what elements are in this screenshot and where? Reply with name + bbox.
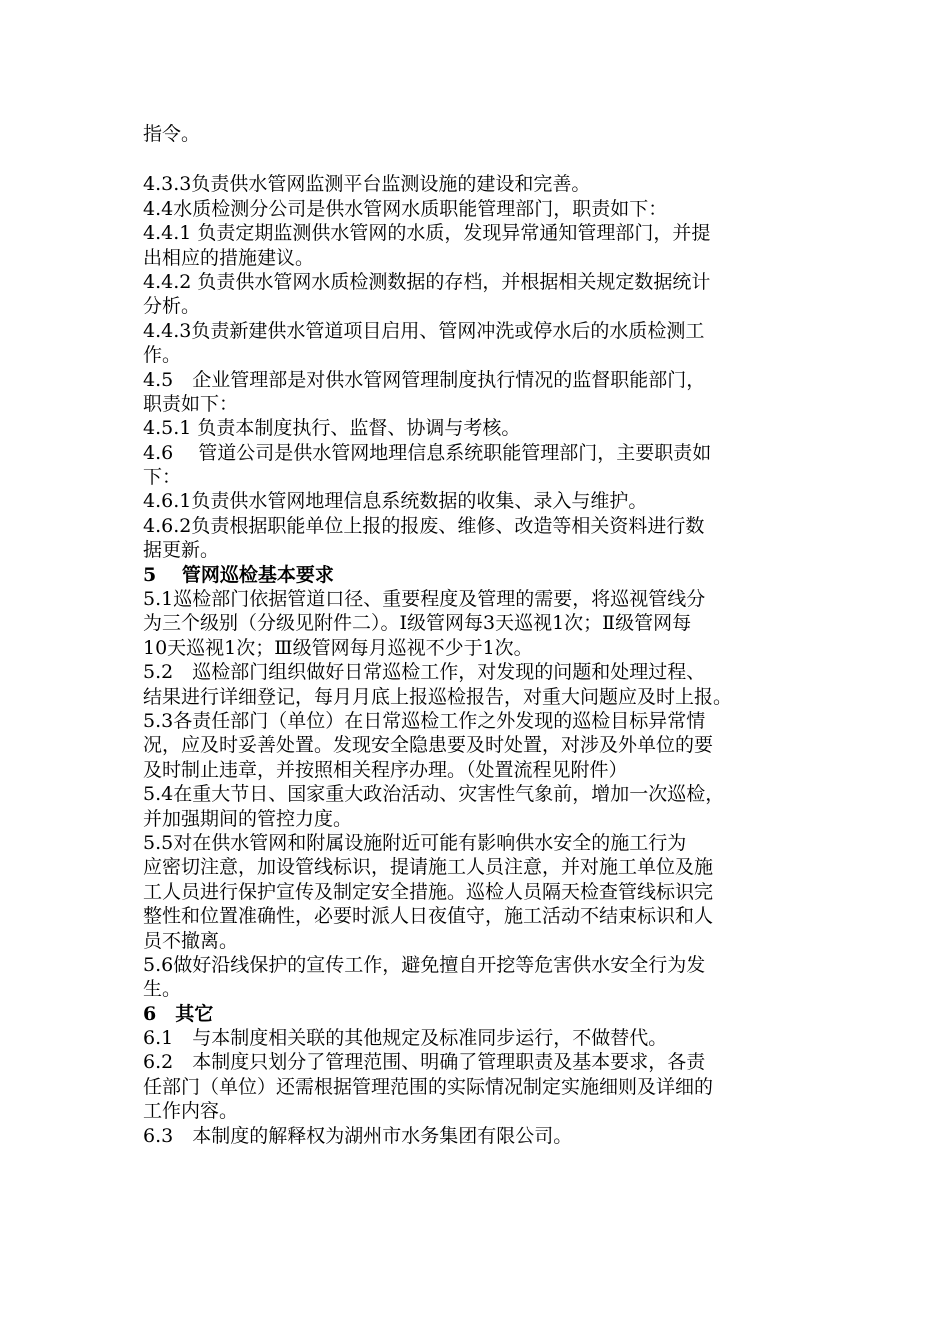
text-line: 6.1 与本制度相关联的其他规定及标准同步运行，不做替代。 [143,1027,668,1050]
text-line: 并加强期间的管控力度。 [143,807,353,830]
text-line: 10天巡视1次；Ⅲ级管网每月巡视不少于1次。 [143,636,533,659]
text-line: 结果进行详细登记，每月月底上报巡检报告，对重大问题应及时上报。 [143,685,733,708]
text-line: 6.3 本制度的解释权为湖州市水务集团有限公司。 [143,1124,573,1147]
text-line: 指令。 [143,123,201,145]
text-line: 4.6.2负责根据职能单位上报的报废、维修、改造等相关资料进行数 [143,514,705,537]
section-heading: 6 其它 [143,1002,214,1025]
text-line: 出相应的措施建议。 [143,246,315,269]
text-line: 为三个级别（分级见附件二）。Ⅰ级管网每3天巡视1次；Ⅱ级管网每 [143,612,692,635]
text-line: 4.4.2 负责供水管网水质检测数据的存档，并根据相关规定数据统计 [143,270,711,293]
text-line: 5.2 巡检部门组织做好日常巡检工作，对发现的问题和处理过程、 [143,661,706,684]
text-line: 6.2 本制度只划分了管理范围、明确了管理职责及基本要求，各责 [143,1051,706,1074]
text-line: 4.5.1 负责本制度执行、监督、协调与考核。 [143,417,521,440]
text-line: 工作内容。 [143,1100,239,1123]
text-line: 生。 [143,978,182,1001]
document-body [143,122,823,1148]
text-line: 任部门（单位）还需根据管理范围的实际情况制定实施细则及详细的 [143,1075,714,1098]
text-line: 5.6做好沿线保护的宣传工作，避免擅自开挖等危害供水安全行为发 [143,953,706,976]
text-line: 4.4水质检测分公司是供水管网水质职能管理部门，职责如下： [143,197,668,220]
text-line: 据更新。 [143,539,220,562]
text-line: 4.6 管道公司是供水管网地理信息系统职能管理部门，主要职责如 [143,441,712,464]
text-line: 5.4在重大节日、国家重大政治活动、灾害性气象前，增加一次巡检， [143,783,725,806]
text-line: 4.5 企业管理部是对供水管网管理制度执行情况的监督职能部门， [143,368,706,391]
text-line: 及时制止违章，并按照相关程序办理。（处置流程见附件） [143,758,628,781]
text-line: 况，应及时妥善处置。发现安全隐患要及时处置，对涉及外单位的要 [143,734,714,757]
text-line: 作。 [143,344,182,367]
text-line: 4.4.3负责新建供水管道项目启用、管网冲洗或停水后的水质检测工 [143,319,705,342]
text-line: 5.1巡检部门依据管道口径、重要程度及管理的需要，将巡视管线分 [143,588,706,611]
text-line: 应密切注意，加设管线标识，提请施工人员注意，并对施工单位及施 [143,856,714,879]
text-line: 整性和位置准确性，必要时派人日夜值守，施工活动不结束标识和人 [143,905,714,928]
text-line: 员不撤离。 [143,929,239,952]
text-line: 工人员进行保护宣传及制定安全措施。巡检人员隔天检查管线标识完 [143,880,714,903]
text-line: 下： [143,466,182,489]
text-line: 4.4.1 负责定期监测供水管网的水质，发现异常通知管理部门，并提 [143,222,711,245]
text-line: 4.3.3负责供水管网监测平台监测设施的建设和完善。 [143,173,591,196]
text-line: 职责如下： [143,392,239,415]
text-line: 5.5对在供水管网和附属设施附近可能有影响供水安全的施工行为 [143,831,687,854]
blank-line [143,146,823,172]
text-line: 5.3各责任部门（单位）在日常巡检工作之外发现的巡检目标异常情 [143,709,706,732]
section-heading: 5 管网巡检基本要求 [143,563,334,586]
text-line: 分析。 [143,295,201,318]
text-line: 4.6.1负责供水管网地理信息系统数据的收集、录入与维护。 [143,490,648,513]
